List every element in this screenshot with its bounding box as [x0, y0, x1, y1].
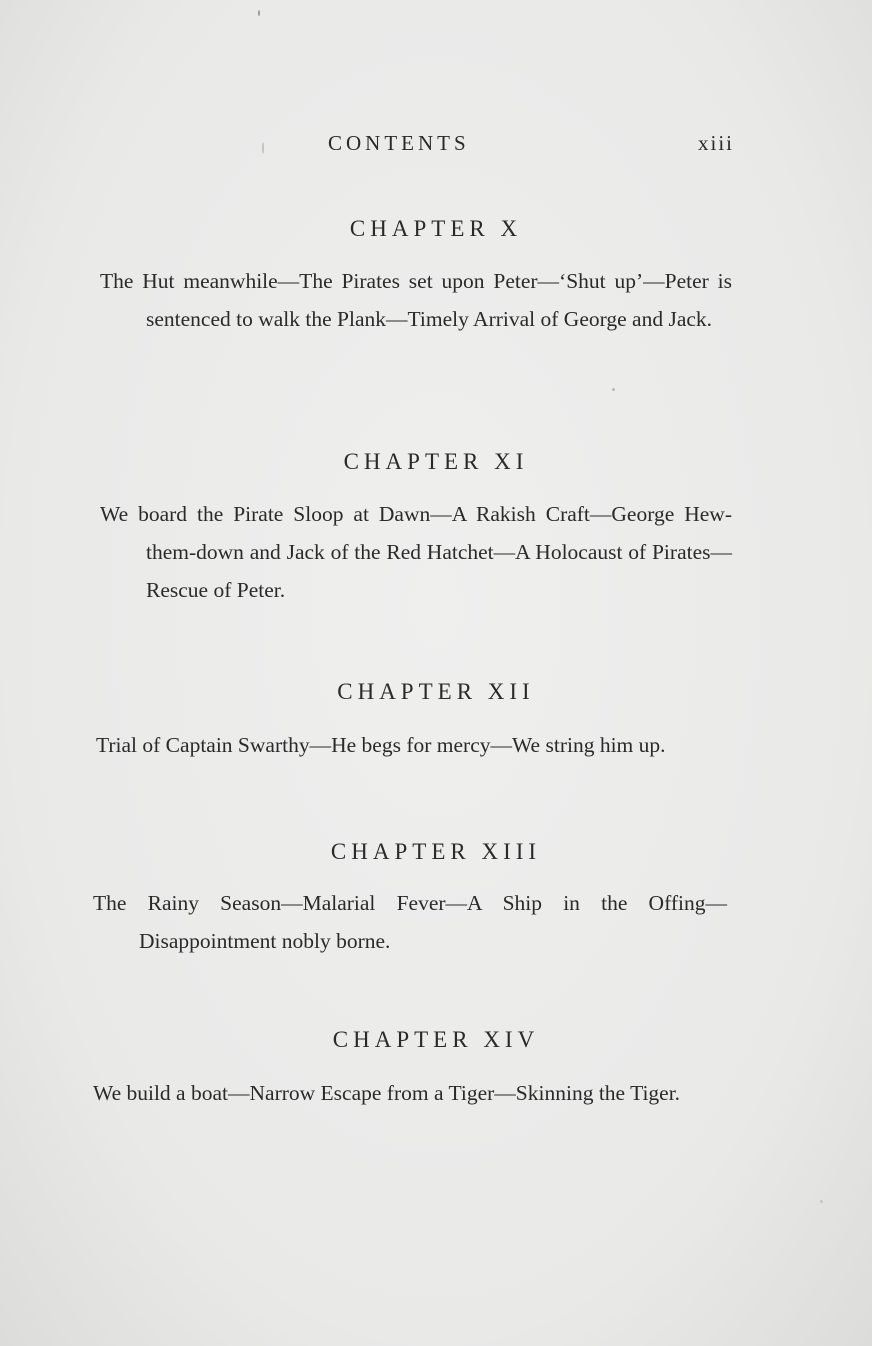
chapter-summary-xi: We board the Pirate Sloop at Dawn—A Rakish Craft—George Hew-them-down and Jack of the Red Hatchet—A Holocaust of Pirates—Rescue of Peter. [100, 502, 732, 602]
chapter-heading-xi: CHAPTER XI [343, 449, 529, 474]
chapter-summary-xii: Trial of Captain Swarthy—He begs for mercy—We string him up. [96, 733, 666, 757]
chapter-heading-xii: CHAPTER XII [337, 679, 535, 704]
running-head [0, 128, 872, 158]
page-number: xiii [698, 131, 735, 155]
chapter-heading-x: CHAPTER X [349, 216, 523, 241]
chapter-summary-xiii: The Rainy Season—Malarial Fever—A Ship in the Offing—Disappointment nobly borne. [93, 891, 727, 953]
chapter-summary-x: The Hut meanwhile—The Pirates set upon Peter—‘Shut up’—Peter is sentenced to walk the Plank—Timely Arrival of George and Jack. [100, 269, 732, 331]
print-speck [820, 1200, 823, 1203]
print-speck [262, 142, 264, 154]
running-title: CONTENTS [328, 131, 470, 155]
chapter-heading-xiii: CHAPTER XIII [330, 839, 542, 864]
chapter-summary-xiv: We build a boat—Narrow Escape from a Tiger—Skinning the Tiger. [93, 1081, 681, 1105]
print-speck [612, 388, 615, 391]
print-speck [258, 10, 260, 16]
chapter-heading-xiv: CHAPTER XIV [332, 1027, 540, 1052]
